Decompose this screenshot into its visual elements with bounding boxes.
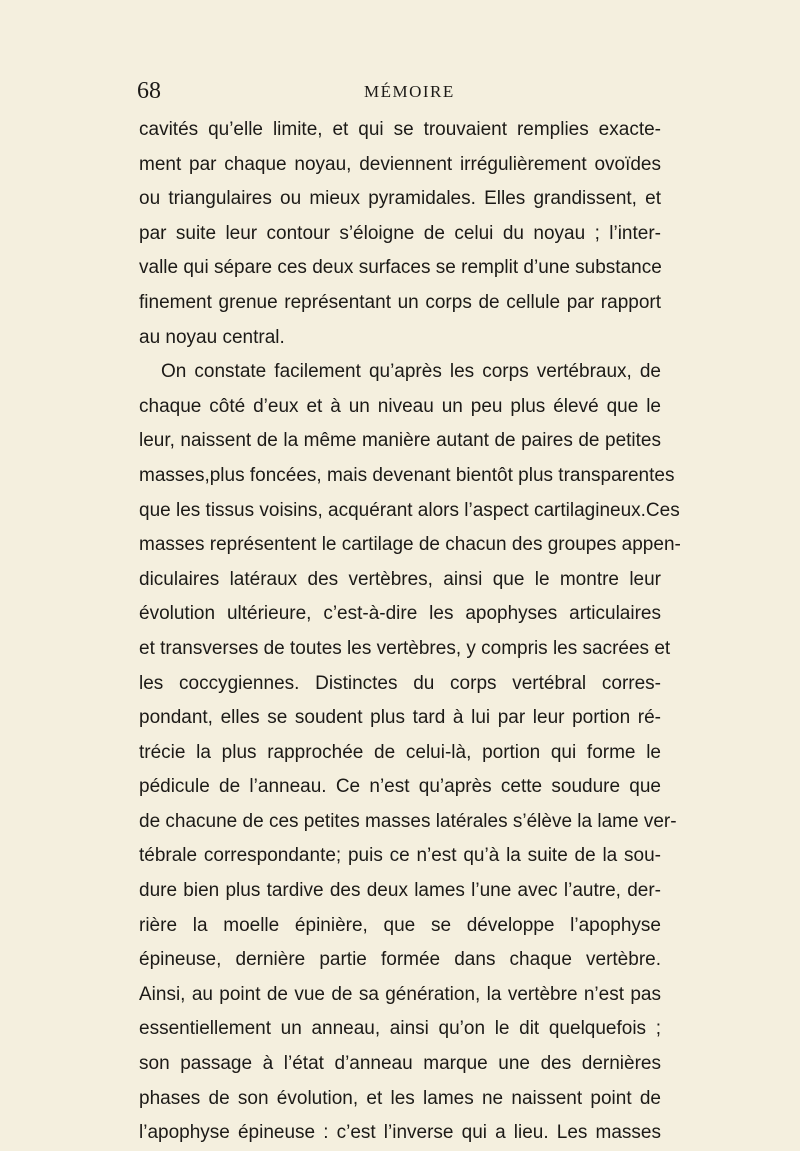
text-line: masses,plus foncées, mais devenant bientôt plus transparentes <box>139 464 675 486</box>
text-line: diculaires latéraux des vertèbres, ainsi que le montre leur <box>139 568 661 590</box>
text-line: de chacune de ces petites masses latérales s’élève la lame ver- <box>139 810 677 832</box>
text-line: leur, naissent de la même manière autant de paires de petites <box>139 430 661 452</box>
text-line: que les tissus voisins, acquérant alors l’aspect cartilagineux.Ces <box>139 499 680 521</box>
text-line: son passage à l’état d’anneau marque une des dernières <box>139 1053 661 1075</box>
text-line: épineuse, dernière partie formée dans chaque vertèbre. <box>139 949 661 971</box>
text-line: au noyau central. <box>139 326 285 348</box>
body-text <box>139 113 681 1151</box>
text-line: les coccygiennes. Distinctes du corps vertébral corres- <box>139 672 661 694</box>
text-line: trécie la plus rapprochée de celui-là, portion qui forme le <box>139 741 661 763</box>
text-line: évolution ultérieure, c’est-à-dire les apophyses articulaires <box>139 603 661 625</box>
text-line: cavités qu’elle limite, et qui se trouvaient remplies exacte- <box>139 119 661 140</box>
text-line: l’apophyse épineuse : c’est l’inverse qui a lieu. Les masses <box>139 1122 661 1144</box>
text-line: finement grenue représentant un corps de cellule par rapport <box>139 291 661 313</box>
text-line: et transverses de toutes les vertèbres, y compris les sacrées et <box>139 637 671 659</box>
text-line: par suite leur contour s’éloigne de celui du noyau ; l’inter- <box>139 222 661 244</box>
text-line: tébrale correspondante; puis ce n’est qu’à la suite de la sou- <box>139 845 661 867</box>
text-line: pondant, elles se soudent plus tard à lui par leur portion ré- <box>139 707 661 729</box>
text-line: essentiellement un anneau, ainsi qu’on le dit quelquefois ; <box>139 1018 661 1040</box>
text-line: On constate facilement qu’après les corps vertébraux, de <box>161 361 661 383</box>
text-line: masses représentent le cartilage de chacun des groupes appen- <box>139 534 681 556</box>
text-line: dure bien plus tardive des deux lames l’une avec l’autre, der- <box>139 880 661 902</box>
text-line: rière la moelle épinière, que se développe l’apophyse <box>139 914 661 936</box>
text-line: pédicule de l’anneau. Ce n’est qu’après cette soudure que <box>139 776 661 798</box>
text-line: chaque côté d’eux et à un niveau un peu plus élevé que le <box>139 395 661 417</box>
text-line: Ainsi, au point de vue de sa génération, la vertèbre n’est pas <box>139 983 661 1005</box>
running-header <box>0 72 800 112</box>
text-line: ment par chaque noyau, deviennent irrégulièrement ovoïdes <box>139 153 661 175</box>
text-line: valle qui sépare ces deux surfaces se remplit d’une substance <box>139 257 662 279</box>
text-line: phases de son évolution, et les lames ne naissent point de <box>139 1087 661 1109</box>
text-line: ou triangulaires ou mieux pyramidales. Elles grandissent, et <box>139 188 661 210</box>
running-title: MÉMOIRE <box>364 82 455 101</box>
page-number: 68 <box>137 78 161 104</box>
